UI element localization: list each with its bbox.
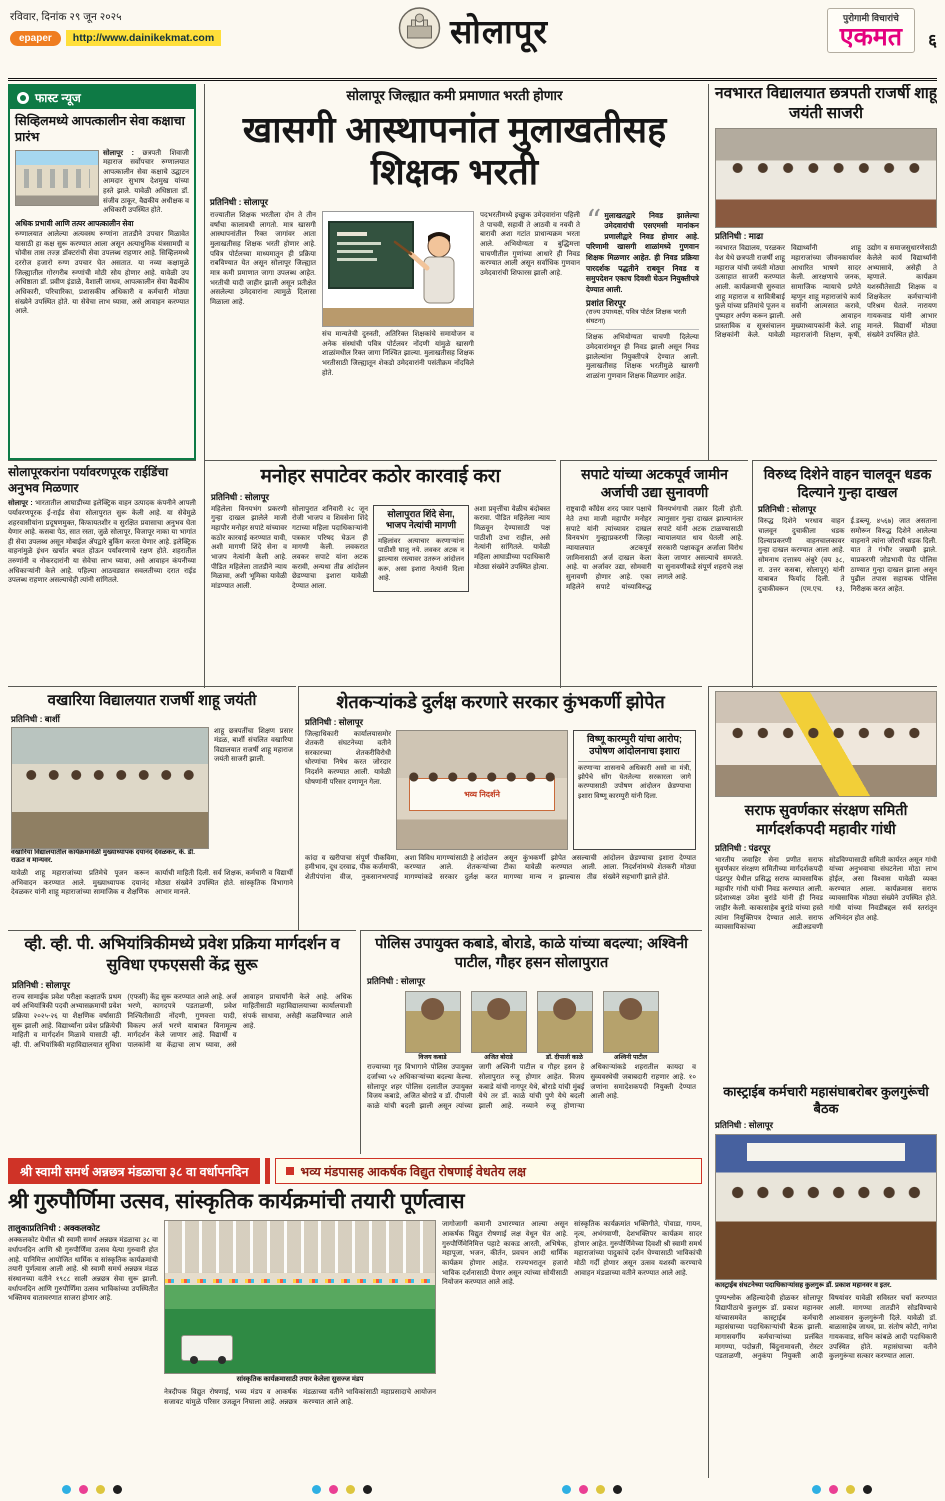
vakharia-byline: प्रतिनिधी : बार्शी <box>11 713 60 724</box>
fastnews-headline: सिव्हिलमध्ये आपत्कालीन सेवा कक्षाचा प्रारंभ <box>15 114 185 145</box>
wrong-side-byline: प्रतिनिधी : सोलापूर <box>758 504 817 515</box>
quote-text: मुलाखतद्वारे निवड झालेल्या उमेदवारांची एसएमसी मानांकन प्रणालीद्वारे निवड होणार आहे. परिणामी खासगी शाळांमध्ये गुणवान शिक्षक मिळणार आहेत. ही निवड प्रक्रिया पारदर्शक पद्धतीने राबवून निवड व समुपदेशन एकाच दिवशी घेऊन नियुक्तीपत्रे देण्यात आली. <box>586 210 699 294</box>
officer-photos-row <box>367 991 696 1062</box>
manohar-subbox-headline: सोलापुरात शिंदे सेना, भाजप नेत्यांची मागणी <box>378 509 464 535</box>
gurupournima-byline: तालुकाप्रतिनिधी : अक्कलकोट <box>8 1223 100 1234</box>
fastnews-subhead: अधिक प्रभावी आणि तत्पर आपत्कालीन सेवा <box>15 219 134 229</box>
registration-marks <box>562 1485 622 1494</box>
officer-photo <box>537 991 593 1053</box>
banner-right-text: भव्य मंडपासह आकर्षक विद्युत रोषणाई वेधतेय लक्ष <box>300 1164 526 1179</box>
page-number: ६ <box>928 31 937 50</box>
sapate-hearing-headline: सपाटे यांच्या अटकपूर्व जामीन अर्जाची उद्या सुनावणी <box>581 466 728 501</box>
fast-news-icon <box>17 92 29 104</box>
fast-news-title: फास्ट न्यूज <box>35 91 81 105</box>
wrong-side-article <box>752 460 937 688</box>
dateline: सोलापूर : <box>103 149 134 157</box>
date-line: रविवार, दिनांक २९ जून २०२५ <box>10 11 122 23</box>
gurupournima-body-col4: सांस्कृतिक कार्यक्रमांत भक्तिगीते, पोवाडा, गायन, नृत्य, अभंगवाणी, देशभक्तिपर कार्यक्रम सादर होणार आहेत. गुरुपौर्णिमेच्या दिवशी श्री स्वामी समर्थ महाराजांच्या पादुकांचे दर्शन घेण्यासाठी भाविकांची मोठी गर्दी होणार असून उत्सव यशस्वी करण्याचे आवाहन मंडळाच्या वतीने करण्यात आले आहे. <box>574 1221 702 1277</box>
farmers-subbox-body: करणाऱ्या शासनाचे अधिकारी असो वा मंत्री, झोपेचे सोंग घेतलेल्या सरकारला जागे करण्यासाठी उपोषण आंदोलन छेडण्याचा इशारा विष्णू कारम्पुरी यांनी दिला. <box>578 765 691 800</box>
banner-bullet-icon <box>286 1167 294 1175</box>
quote-attribution: प्रशांत शिरपूर <box>586 298 626 309</box>
vakharia-body-col1: शाहू छत्रपतींचा शिक्षण प्रसार मंडळ, बार्शी संचलित वखारिया विद्यालयात राजर्षी शाहू महाराज जयंती साजरी झाली. <box>214 727 293 764</box>
farmers-body-col1: जिल्हाधिकारी कार्यालयासमोर शेतकरी संघटनेच्या वतीने सरकारच्या शेतकरीविरोधी धोरणांचा निषेध करत जोरदार निदर्शने करण्यात आली. यावेळी घोषणांनी परिसर दणाणून गेला. <box>305 730 391 786</box>
dateline: सोलापूर : <box>8 500 33 508</box>
vakharia-article <box>8 686 296 930</box>
ride-headline: सोलापूरकरांना पर्यावरणपूरक राईडिंचा अनुभव मिळणार <box>8 465 169 495</box>
registration-marks <box>312 1485 372 1494</box>
farmers-subbox <box>573 730 696 850</box>
police-byline: प्रतिनिधी : सोलापूर <box>367 975 426 986</box>
brand-box <box>827 8 915 53</box>
castribe-meeting-photo <box>715 1134 937 1280</box>
fastnews-body-2: रुग्णालयात आलेल्या अत्यवस्थ रुग्णांना तातडीने उपचार मिळावेत यासाठी हा कक्ष सुरू करण्यात आला असून अत्याधुनिक यंत्रसामग्री व चोवीस तास तज्ज्ञ डॉक्टरांची सेवा उपलब्ध राहणार आहे. सिव्हिलमध्ये दररोज हजारो रुग्ण उपचार घेत असतात. या नव्या कक्षामुळे जिल्ह्यातील गोरगरीब रुग्णांची मोठी सोय होणार आहे. यावेळी उप अधिष्ठाता डॉ. प्रवीण इंडाळे, वैशाली जाधव, आपत्कालीन सेवा वैद्यकीय अधिकारी, परिचारिका, प्रशासकीय अधिकारी व कर्मचारी मोठ्या संख्येने उपस्थित होते. या सेवेचा लाभ घ्यावा, असे आवाहन करण्यात आले. <box>15 231 189 316</box>
gurupournima-article <box>8 1188 702 1474</box>
banner-right <box>275 1158 702 1184</box>
ride-article <box>8 460 196 688</box>
lead-article <box>204 84 704 460</box>
gurupournima-body-col1: अक्कलकोट येथील श्री स्वामी समर्थ अन्नछत्र मंडळाचा ३८ वा वर्धापनदिन आणि श्री गुरुपौर्णिमा उत्सव येत्या गुरुवारी होत आहे. यानिमित्त आयोजित धार्मिक व सांस्कृतिक कार्यक्रमांची तयारी पूर्णत्वास आली आहे. श्री स्वामी समर्थ अन्नछत्र मंडळ संस्थानच्या वतीने १९८८ साली अन्नछत्र सेवा सुरू झाली. वर्धापनदिन आणि गुरुपौर्णिमा उत्सव भाविकांच्या उपस्थितीत भक्तिमय वातावरणात साजरा होणार आहे. <box>8 1237 158 1303</box>
officer-photo <box>603 991 659 1053</box>
manohar-body-col3: अशा प्रवृत्तींचा वेळीच बंदोबस्त करावा. पीडित महिलेला न्याय मिळवून देण्यासाठी पक्ष पाठीशी उभा राहील, असे नेत्यांनी सांगितले. यावेळी महिला आघाडीच्या पदाधिकारी मोठ्या संख्येने उपस्थित होत्या. <box>474 505 550 571</box>
navbharat-photo <box>715 128 937 228</box>
navbharat-body: नवभारत विद्यालय, परळकर वेश येथे छत्रपती राजर्षी शाहू महाराज यांची जयंती मोठ्या उत्साहात साजरी करण्यात आली. कार्यक्रमाची सुरुवात शाहू महाराज व सावित्रीबाई फुले यांच्या प्रतिमांचे पूजन व पुष्पहार अर्पण करून झाली. प्रास्ताविक व सूत्रसंचालन शिक्षकांनी केले. यावेळी विद्यार्थ्यांनी शाहू महाराजांच्या जीवनकार्यावर आधारित भाषणे सादर केली. आरक्षणाचे जनक, सामाजिक न्यायाचे प्रणेते म्हणून शाहू महाराजांचे कार्य सर्वांनी आत्मसात करावे, असे आवाहन मुख्याध्यापकांनी केले. शाहू महाराजांनी शिक्षण, कृषी, उद्योग व समाजसुधारणेसाठी केलेले कार्य विद्यार्थ्यांनी अभ्यासावे, असेही ते म्हणाले. कार्यक्रम यशस्वीतेसाठी शिक्षक व शिक्षकेतर कर्मचाऱ्यांनी परिश्रम घेतले. नारायण गायकवाड यांनी आभार मानले. विद्यार्थी मोठ्या संख्येने उपस्थित होते. <box>715 245 937 340</box>
gurupournima-body-col2: नेत्रदीपक विद्युत रोषणाई, भव्य मंडप व आकर्षक सजावट यांमुळे परिसर उजळून निघाला आहे. अन्नछत्र मंडळाच्या वतीने भाविकांसाठी महाप्रसादाचे आयोजन करण्यात आले आहे. <box>164 1389 436 1406</box>
castribe-photo-caption: कास्ट्राईब संघटनेच्या पदाधिकाऱ्यांसह कुलगुरू डॉ. प्रकाश महानवर व इतर. <box>715 1282 892 1290</box>
navbharat-headline: नवभारत विद्यालयात छत्रपती राजर्षी शाहू जयंती साजरी <box>715 85 937 123</box>
masthead <box>397 6 548 55</box>
brand-name: एकमत <box>839 23 902 51</box>
registration-marks <box>62 1485 122 1494</box>
officer-name: डॉ. दीपाली काळे <box>546 1053 583 1061</box>
wrong-side-body: विरुद्ध दिशेने भरधाव वाहन चालवून दुचाकीला धडक दिल्याप्रकरणी वाहनचालकावर गुन्हा दाखल करण्यात आला आहे. सोमनाथ दत्तात्रय अंबुरे (वय ३८, रा. उत्तर कसबा, सोलापूर) यांनी याबाबत फिर्याद दिली. ते दुचाकीवरून (एम.एच. १३, ई.डब्ल्यू. ४५६७) जात असताना समोरून विरुद्ध दिशेने आलेल्या वाहनाने त्यांना जोराची धडक दिली. यात ते गंभीर जखमी झाले. याप्रकरणी जोडभावी पेठ पोलिस ठाण्यात गुन्हा दाखल झाला असून पुढील तपास सहायक पोलिस निरीक्षक करत आहेत. <box>758 518 937 593</box>
manohar-headline: मनोहर सपाटेवर कठोर कारवाई करा <box>260 466 501 487</box>
farmers-byline: प्रतिनिधी : सोलापूर <box>305 716 364 727</box>
lead-body-col3: पदभरतीमध्ये इच्छुक उमेदवारांना पहिली ते पाचवी, सहावी ते आठवी व नववी ते बारावी अशा गटांत प्राधान्यक्रम भरता आले. अभियोग्यता व बुद्धिमत्ता चाचणीतील गुणांच्या आधारे ही निवड करण्यात आली असून सर्वाधिक गुणवान उमेदवारांची शिफारस झाली आहे. <box>480 211 580 277</box>
banner-left-text: श्री स्वामी समर्थ अन्नछत्र मंडळाचा ३८ वा वर्धापनदिन <box>8 1158 260 1184</box>
gurupournima-body-col3: जागोजागी कमानी उभारण्यात आल्या असून आकर्षक विद्युत रोषणाई लक्ष वेधून घेत आहे. गुरुपौर्णिमेनिमित्त पहाटे काकड आरती, अभिषेक, महापूजा, भजन, कीर्तन, प्रवचन आदी धार्मिक कार्यक्रम होणार आहेत. राज्यभरातून हजारो भाविक दर्शनासाठी येणार असून त्यांच्या सोयीसाठी नियोजन करण्यात आले आहे. <box>442 1221 568 1287</box>
anniversary-banner <box>8 1158 702 1184</box>
sapate-hearing-article <box>560 460 748 688</box>
banner-separator <box>265 1158 270 1184</box>
right-rail <box>708 686 937 1478</box>
fast-news-box <box>8 84 196 460</box>
wrong-side-headline: विरुध्द दिशेने वाहन चालवून धडक दिल्याने गुन्हा दाखल <box>763 466 932 501</box>
ride-body: भारतातील आघाडीच्या इलेक्ट्रिक वाहन उत्पादक कंपनीने आपली पर्यावरणपूरक ई-राईड सेवा सोलापुरात सुरू केली आहे. या सेवेमुळे शहरवासीयांना प्रदूषणमुक्त, किफायतशीर व सुरक्षित प्रवासाचा अनुभव घेता येणार आहे. कसबा पेठ, सात रस्ता, जुळे सोलापूर, विजापूर नाका या भागांत ही सेवा उपलब्ध असून मोबाईल अ‍ॅपद्वारे बुकिंग करता येणार आहे. इलेक्ट्रिक वाहनांमुळे इंधन खर्चात बचत होऊन पर्यावरणाचे रक्षण होते. शहरातील तरुणांनी व नोकरदारांनी या सेवेचा लाभ घ्यावा, असे आवाहन कंपनीच्या अधिकाऱ्यांनी केले आहे. पहिल्या आठवड्यात सवलतीच्या दरात राईड उपलब्ध राहणार असल्याचेही त्यांनी सांगितले. <box>8 500 196 585</box>
saraf-byline: प्रतिनिधी : पंढरपूर <box>715 842 771 853</box>
header-rule <box>8 78 937 81</box>
brand-tagline: पुरोगामी विचारांचे <box>842 13 899 23</box>
farmers-subbox-headline: विष्णू कारम्पुरी यांचा आरोप; उपोषण आंदोलनाचा इशारा <box>578 734 691 763</box>
felicitation-photo <box>715 691 937 797</box>
vakharia-photo <box>11 727 209 849</box>
farmers-article <box>298 686 702 930</box>
masthead-logo-icon <box>397 6 441 55</box>
navbharat-byline: प्रतिनिधी : माढा <box>715 231 764 242</box>
quote-attribution-role: (राज्य उपाध्यक्ष, पवित्र पोर्टल शिक्षक भरती संघटना) <box>586 309 687 325</box>
officer-photo <box>405 991 461 1053</box>
manohar-body-col1: महिलेला विनयभंग प्रकरणी गुन्हा दाखल झालेले माजी महापौर मनोहर सपाटे यांच्यावर कठोर कारवाई करण्यात यावी, अशी मागणी शिंदे सेना व भाजप नेत्यांनी केली आहे. पीडित महिलेला तातडीने न्याय मिळावा, अशी भूमिका यावेळी मांडण्यात आली. <box>211 505 287 590</box>
castribe-byline: प्रतिनिधी : सोलापूर <box>715 1120 774 1131</box>
vakharia-headline: वखारिया विद्यालयात राजर्षी शाहू जयंती <box>47 692 257 709</box>
vvp-body: राज्य सामाईक प्रवेश परीक्षा कक्षातर्फे प्रथम वर्ष अभियांत्रिकी पदवी अभ्यासक्रमाची प्रवेश प्रक्रिया २०२५-२६ या शैक्षणिक वर्षासाठी सुरू झाली आहे. विद्यार्थ्यांना प्रवेश प्रक्रियेची माहिती व मार्गदर्शन मिळावे यासाठी व्ही. व्ही. पी. अभियांत्रिकी महाविद्यालयात सुविधा (एफसी) केंद्र सुरू करण्यात आले आहे. अर्ज भरणे, कागदपत्रे पडताळणी, प्रवेश निश्चितीसाठी नोंदणी, गुणवत्ता यादी, विकल्प अर्ज भरणे याबाबत विनामूल्य मार्गदर्शन केले जाणार आहे. विद्यार्थी व पालकांनी या केंद्राचा लाभ घ्यावा, असे आवाहन प्राचार्यांनी केले आहे. अधिक माहितीसाठी महाविद्यालयाच्या कार्यालयाशी संपर्क साधावा, असेही कळविण्यात आले आहे. <box>12 993 352 1049</box>
protest-photo <box>396 730 568 850</box>
vvp-article <box>8 930 356 1154</box>
manohar-byline: प्रतिनिधी : सोलापूर <box>211 491 270 502</box>
police-body: राज्याच्या गृह विभागाने पोलिस उपायुक्त दर्जाच्या ५२ अधिकाऱ्यांच्या बदल्या केल्या. सोलापूर शहर पोलिस दलातील उपायुक्त विजय कबाडे, अजित बोराडे व डॉ. दीपाली काळे यांची बदली झाली असून त्यांच्या जागी अश्विनी पाटील व गौहर हसन हे सोलापुरात रुजू होणार आहेत. विजय कबाडे यांची नागपूर येथे, बोराडे यांची मुंबई येथे तर डॉ. काळे यांची पुणे येथे बदली झाली आहे. नव्याने रुजू होणाऱ्या अधिकाऱ्यांकडे शहरातील कायदा व सुव्यवस्थेची जबाबदारी राहणार आहे. १० जणांना समादेशकपदी नियुक्ती देण्यात आली आहे. <box>367 1064 696 1111</box>
vakharia-photo-caption: वखारिया विद्यालयातील कार्यक्रमावेळी मुख्याध्यापक दयानंद देवळकर, के. डी. राऊत व मान्यवर. <box>11 848 195 865</box>
police-article <box>360 930 702 1154</box>
manohar-article <box>204 460 556 688</box>
protest-banner-text: भव्य निदर्शने <box>409 778 555 811</box>
gurupournima-headline: श्री गुरुपौर्णिमा उत्सव, सांस्कृतिक कार्यक्रमांची तयारी पूर्णत्वास <box>8 1190 465 1213</box>
officer-figure <box>405 991 461 1062</box>
masthead-city: सोलापूर <box>449 13 549 50</box>
manohar-subbox <box>373 505 469 592</box>
vehicle-in-photo <box>181 1335 233 1361</box>
vvp-byline: प्रतिनिधी : सोलापूर <box>12 979 71 990</box>
lead-headline: खासगी आस्थापनांत मुलाखतीसह शिक्षक भरती <box>242 109 667 193</box>
vvp-headline: व्ही. व्ही. पी. अभियांत्रिकीमध्ये प्रवेश प्रक्रिया मार्गदर्शन व सुविधा एफएससी केंद्र सुरू <box>24 936 340 974</box>
saraf-body: भारतीय जवाहिर सेना प्रणीत सराफ सुवर्णकार संरक्षण समितीच्या मार्गदर्शकपदी पंढरपूर येथील प्रसिद्ध सराफ व्यावसायिक महावीर गांधी यांची निवड करण्यात आली. प्रदेशाध्यक्ष उमेश बुरांडे यांनी ही निवड जाहीर केली. काकासाहेब बुरांडे यांच्या हस्ते त्यांना नियुक्तिपत्र देण्यात आले. सराफ व्यावसायिकांच्या अडीअडचणी सोडविण्यासाठी समिती कार्यरत असून गांधी यांच्या अनुभवाचा संघटनेला मोठा लाभ होईल, असा विश्वास यावेळी व्यक्त करण्यात आला. कार्यक्रमास सराफ व्यावसायिक मोठ्या संख्येने उपस्थित होते. गांधी यांच्या निवडीबद्दल सर्व स्तरांतून अभिनंदन होत आहे. <box>715 856 937 932</box>
epaper-badge[interactable]: epaper <box>10 31 61 46</box>
vakharia-body-col2: यावेळी शाहू महाराजांच्या प्रतिमेचे पूजन करून अभिवादन करण्यात आले. मुख्याध्यापक दयानंद देवळकर यांनी शाहू महाराजांच्या सामाजिक व शैक्षणिक कार्याची माहिती दिली. सर्व शिक्षक, कर्मचारी व विद्यार्थी मोठ्या संख्येने उपस्थित होते. सांस्कृतिक विभागाने आभार मानले. <box>11 870 293 897</box>
sapate-hearing-body: राष्ट्रवादी काँग्रेस शरद पवार पक्षाचे नेते तथा माजी महापौर मनोहर सपाटे यांनी त्यांच्यावर दाखल विनयभंग गुन्ह्याप्रकरणी जिल्हा न्यायालयात अटकपूर्व जामिनासाठी अर्ज दाखल केला आहे. या अर्जावर उद्या, सोमवारी सुनावणी होणार आहे. एका महिलेने सपाटे यांच्याविरुद्ध विनयभंगाची तक्रार दिली होती. त्यानुसार गुन्हा दाखल झाल्यानंतर सपाटे यांनी अटक टाळण्यासाठी न्यायालयात धाव घेतली आहे. सरकारी पक्षाकडून अर्जाला विरोध केला जाणार असल्याचे समजते. या सुनावणीकडे संपूर्ण शहराचे लक्ष लागले आहे. <box>566 506 743 591</box>
officer-figure <box>603 991 659 1062</box>
teacher-illustration <box>322 211 474 327</box>
manohar-subbox-body: महिलांवर अत्याचार करणाऱ्यांना पाठीशी घालू नये. लवकर अटक न झाल्यास रस्त्यावर उतरून आंदोलन करू, असा इशारा नेत्यांनी दिला आहे. <box>378 538 464 582</box>
saraf-headline: सराफ सुवर्णकार संरक्षण समिती मार्गदर्शकपदी महावीर गांधी <box>744 803 908 838</box>
lead-byline: प्रतिनिधी : सोलापूर <box>210 196 269 207</box>
fastnews-body-1: छत्रपती शिवाजी महाराज सर्वोपचार रुग्णालयात आपत्कालीन सेवा कक्षाचे उद्घाटन आमदार सुभाष देशमुख यांच्या हस्ते झाले. यावेळी अधिष्ठाता डॉ. संजीव ठाकूर, वैद्यकीय अधीक्षक व अधिकारी उपस्थित होते. <box>103 149 189 215</box>
officer-figure <box>537 991 593 1062</box>
lead-body-col1: राज्यातील शिक्षक भरतीला दोन ते तीन वर्षांचा कालावधी लागतो. मात्र खासगी आस्थापनांतील रिक्त जागांवर आता मुलाखतीसह शिक्षक भरती होणार आहे. पवित्र पोर्टलच्या माध्यमातून ही प्रक्रिया राबविण्यात येत असून सोलापूर जिल्ह्यात मात्र कमी प्रमाणात जागा उपलब्ध आहेत. भरतीची यादी जाहीर झाली असून प्रतीक्षेत असलेल्या उमेदवारांना त्यामुळे दिलासा मिळाला आहे. <box>210 211 316 306</box>
officer-photo <box>471 991 527 1053</box>
officer-figure <box>471 991 527 1062</box>
website-url-link[interactable]: http://www.dainikekmat.com <box>66 30 221 46</box>
pull-quote <box>586 203 699 330</box>
farmers-headline: शेतकऱ्यांकडे दुर्लक्ष करणारे सरकार कुंभकर्णी झोपेत <box>336 692 665 712</box>
manohar-body-col2: सोलापुरात शनिवारी २८ जून रोजी भाजप व शिवसेना शिंदे गटाच्या महिला पदाधिकाऱ्यांनी पत्रकार परिषद घेऊन ही मागणी केली. लवकरात लवकर सपाटे यांना अटक करावी, अन्यथा तीव्र आंदोलन छेडण्याचा इशारा यावेळी देण्यात आला. <box>292 505 368 590</box>
lead-body-col4: शिक्षक अभियोग्यता चाचणी दिलेल्या उमेदवारांमधून ही निवड झाली असून निवड झालेल्यांना नियुक्तीपत्रे देण्यात आली. मुलाखतीसह शिक्षक भरतीमुळे खासगी शाळांना गुणवान शिक्षक मिळणार आहेत. <box>586 334 699 380</box>
officer-name: विजय कबाडे <box>418 1053 447 1061</box>
officer-name: अश्विनी पाटील <box>613 1053 648 1061</box>
pandal-photo <box>164 1220 436 1374</box>
police-headline: पोलिस उपायुक्त कबाडे, बोराडे, काळे यांच्या बदल्या; अश्विनी पाटील, गौहर हसन सोलापुरात <box>375 936 688 971</box>
castribe-headline: कास्ट्राईब कर्मचारी महासंघाबरोबर कुलगुरूंची बैठक <box>723 1083 929 1116</box>
lead-body-col2: संच मान्यतेची दुरुस्ती, अतिरिक्त शिक्षकांचे समायोजन व अनेक संस्थांची पवित्र पोर्टलवर नोंदणी यांमुळे खासगी शाळांमधील रिक्त जागा निश्चित झाल्या. मुलाखतीसह शिक्षक भरतीसाठी जिल्ह्यातून शेकडो उमेदवारांनी पसंतीक्रम नोंदविले होते. <box>322 330 474 377</box>
navbharat-article <box>708 84 937 460</box>
registration-marks <box>812 1485 872 1494</box>
officer-name: अजित बोराडे <box>484 1053 513 1061</box>
castribe-body: पुण्यश्लोक अहिल्यादेवी होळकर सोलापूर विद्यापीठाचे कुलगुरू डॉ. प्रकाश महानवर यांच्यासमवेत कास्ट्राईब कर्मचारी महासंघाच्या पदाधिकाऱ्यांची बैठक झाली. मागासवर्गीय कर्मचाऱ्यांच्या प्रलंबित मागण्या, पदोन्नती, बिंदुनामावली, रोस्टर पडताळणी, अनुकंपा नियुक्ती आदी विषयांवर यावेळी सविस्तर चर्चा करण्यात आली. मागण्या तातडीने सोडविण्याचे आश्वासन कुलगुरूंनी दिले. यावेळी डॉ. बाळासाहेब जाधव, प्रा. संतोष कोटी, नागेश गायकवाड, सचिन कांबळे आदी पदाधिकारी उपस्थित होते. महासंघाच्या वतीने कुलगुरूंचा सत्कार करण्यात आला. <box>715 1295 937 1361</box>
hospital-photo <box>15 150 99 206</box>
farmers-body-col2: कांदा व खरीपाचा संपूर्ण पीकविमा, हमीभाव, दूध दरवाढ, पीक कर्जमाफी, शेतीपंपांना वीज, नुकसानभरपाई अशा विविध मागण्यांसाठी हे आंदोलन करण्यात आले. शेतकऱ्यांच्या मागण्यांकडे सरकार दुर्लक्ष करत असून कुंभकर्णी झोपेत असल्याची टीका यावेळी करण्यात आली. मागण्या मान्य न झाल्यास तीव्र आंदोलन छेडण्याचा इशारा देण्यात आला. निदर्शनांमध्ये शेतकरी मोठ्या संख्येने सहभागी झाले होते. <box>305 854 696 881</box>
lead-kicker: सोलापूर जिल्ह्यात कमी प्रमाणात भरती होणार <box>346 88 563 103</box>
quote-mark-icon: “ <box>586 203 602 239</box>
pandal-photo-caption: सांस्कृतिक कार्यक्रमासाठी तयार केलेला सुसज्ज मंडप <box>236 1376 364 1384</box>
